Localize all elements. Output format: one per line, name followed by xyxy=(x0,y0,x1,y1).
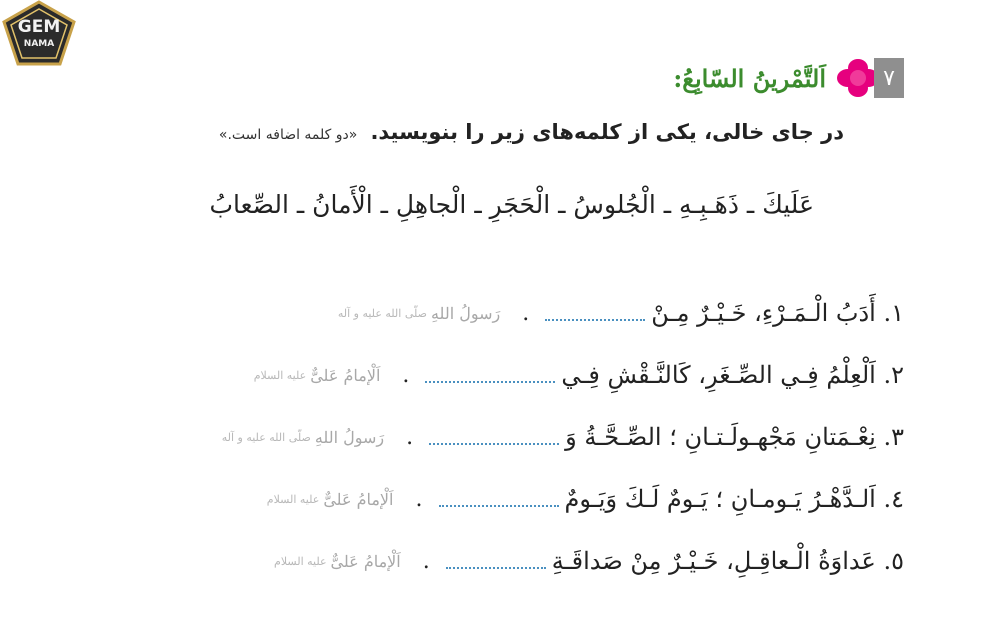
exercise-title: اَلتَّمْرینُ السّابِعُ: xyxy=(673,63,826,93)
logo-emblem xyxy=(0,0,78,68)
svg-text:NAMA: NAMA xyxy=(23,39,55,49)
sentence-end: . xyxy=(402,362,410,388)
answer-blank[interactable] xyxy=(446,553,546,569)
hadith-source: رَسولُ اللهِ xyxy=(430,303,501,323)
word-bank: عَلَیكَ ـ ذَهَـبِـهِ ـ الْجُلوسُ ـ الْحَجَرِ ـ الْجاهِلِ ـ الْأَمانُ ـ الصِّعابُ xyxy=(209,190,814,219)
item-sentence: ٣. نِعْـمَتانِ مَجْهـولَـتـانِ ؛ الصِّـحَّـةُ وَ xyxy=(565,423,904,451)
item-sentence: ٤. اَلـدَّهْـرُ یَـومـانِ ؛ یَـومٌ لَـكَ وَیَـومٌ xyxy=(564,485,904,513)
sentence-end: . xyxy=(415,486,423,512)
hadith-source: اَلْإمامُ عَلیٌّ xyxy=(310,365,381,385)
answer-blank[interactable] xyxy=(425,367,555,383)
honorific-seal: علیه السلام xyxy=(274,554,327,568)
svg-text:GEM: GEM xyxy=(17,17,61,37)
answer-blank[interactable] xyxy=(429,429,559,445)
sentence-end: . xyxy=(406,424,414,450)
hadith-source: اَلْإمامُ عَلیٌّ xyxy=(323,489,394,509)
item-sentence: ٥. عَداوَةُ الْـعاقِـلِ، خَـیْـرٌ مِنْ صَداقَـةِ xyxy=(551,547,904,575)
sentence-end: . xyxy=(522,300,530,326)
exercise-item-5 xyxy=(164,530,904,592)
honorific-seal: علیه السلام xyxy=(266,492,320,506)
exercise-item-1 xyxy=(164,282,904,344)
hadith-source: رَسولُ اللهِ xyxy=(314,427,385,447)
exercise-header xyxy=(673,58,904,98)
exercise-item-3 xyxy=(164,406,904,468)
item-sentence: ٢. اَلْعِلْمُ فِـي الصِّـغَرِ، كَالنَّـقْشِ فِـي xyxy=(561,361,904,389)
honorific-seal: صلّی الله علیه و آله xyxy=(221,430,311,444)
honorific-seal: صلّی الله علیه و آله xyxy=(337,306,427,320)
exercise-items xyxy=(164,282,904,592)
exercise-number: ۷ xyxy=(874,58,904,98)
instruction-note: «دو کلمه اضافه است.» xyxy=(218,127,358,143)
gemnama-logo xyxy=(0,0,78,68)
item-sentence: ١. أَدَبُ الْـمَـرْءِ، خَـیْـرٌ مِـنْ xyxy=(651,299,904,327)
instruction-line xyxy=(144,120,844,144)
exercise-item-4 xyxy=(164,468,904,530)
exercise-item-2 xyxy=(164,344,904,406)
answer-blank[interactable] xyxy=(545,305,645,321)
answer-blank[interactable] xyxy=(439,491,559,507)
instruction-text: در جای خالی، یکی از کلمه‌های زیر را بنویسید. xyxy=(370,120,844,144)
hadith-source: اَلْإمامُ عَلیٌّ xyxy=(330,551,401,571)
sentence-end: . xyxy=(422,548,430,574)
honorific-seal: علیه السلام xyxy=(253,368,307,382)
